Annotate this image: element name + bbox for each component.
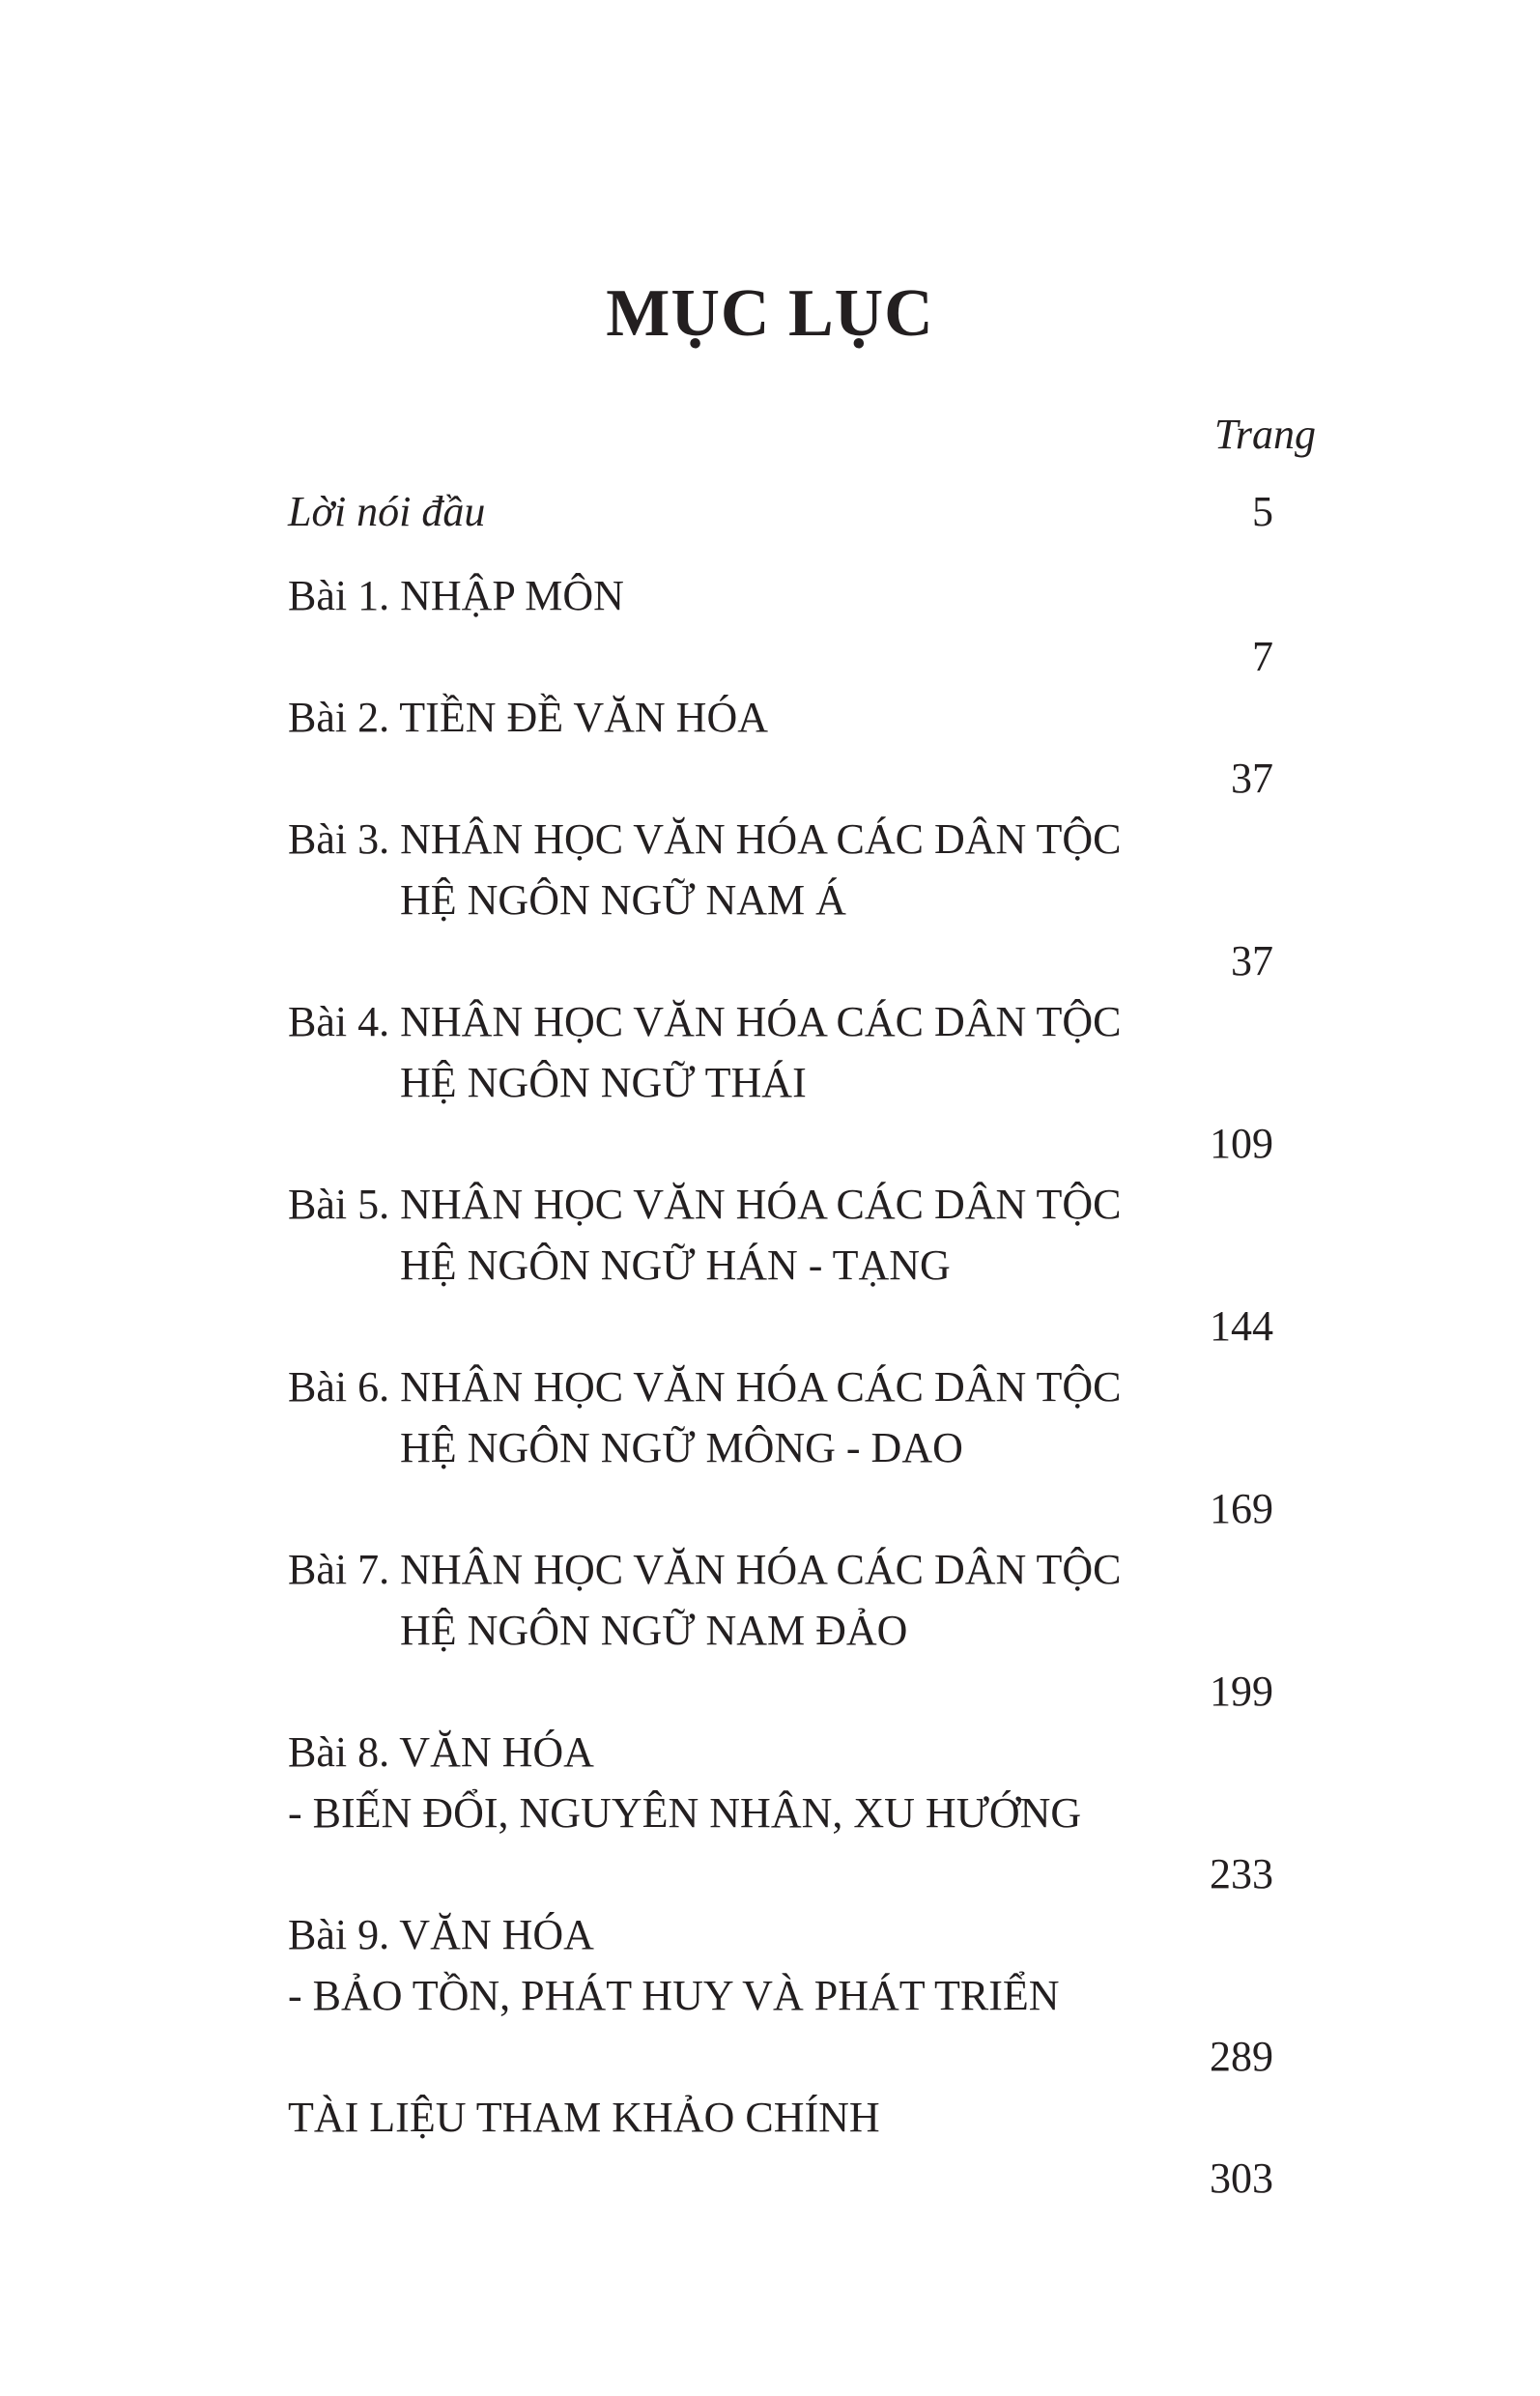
toc-entry-9-subtitle: - BẢO TỒN, PHÁT HUY VÀ PHÁT TRIỂN — [288, 1972, 1060, 2019]
toc-entry-9-title: Bài 9. VĂN HÓA — [288, 1911, 594, 1958]
toc-entry-3-subtitle: HỆ NGÔN NGỮ NAM Á — [400, 876, 846, 924]
toc-entry-5-page: 144 — [1210, 1302, 1273, 1350]
toc-entry-references-title: TÀI LIỆU THAM KHẢO CHÍNH — [288, 2094, 880, 2141]
toc-entry-6-subtitle: HỆ NGÔN NGỮ MÔNG - DAO — [400, 1424, 963, 1471]
toc-entry-2-title: Bài 2. TIỀN ĐỀ VĂN HÓA — [288, 694, 768, 741]
toc-entry-3-title: Bài 3. NHÂN HỌC VĂN HÓA CÁC DÂN TỘC — [288, 815, 1122, 863]
page-title: MỤC LỤC — [606, 276, 934, 351]
toc-entry-7-page: 199 — [1210, 1668, 1273, 1715]
toc-entry-9-page: 289 — [1210, 2033, 1273, 2080]
toc-entry-4-page: 109 — [1210, 1120, 1273, 1167]
toc-entry-5-subtitle: HỆ NGÔN NGỮ HÁN - TẠNG — [400, 1241, 951, 1289]
toc-entry-7-subtitle: HỆ NGÔN NGỮ NAM ĐẢO — [400, 1607, 908, 1654]
toc-entry-1-page: 7 — [1252, 633, 1273, 680]
toc-entry-8-page: 233 — [1210, 1850, 1273, 1897]
toc-entry-8-title: Bài 8. VĂN HÓA — [288, 1728, 594, 1776]
toc-entry-references-page: 303 — [1210, 2154, 1273, 2202]
toc-entry-3-page: 37 — [1231, 937, 1273, 984]
toc-entry-5-title: Bài 5. NHÂN HỌC VĂN HÓA CÁC DÂN TỘC — [288, 1181, 1122, 1228]
toc-entry-7-title: Bài 7. NHÂN HỌC VĂN HÓA CÁC DÂN TỘC — [288, 1546, 1122, 1593]
toc-entry-4-subtitle: HỆ NGÔN NGỮ THÁI — [400, 1059, 807, 1106]
toc-entry-6-page: 169 — [1210, 1485, 1273, 1532]
toc-entry-preface-title: Lời nói đầu — [288, 488, 486, 535]
toc-entry-4-title: Bài 4. NHÂN HỌC VĂN HÓA CÁC DÂN TỘC — [288, 998, 1122, 1045]
toc-entry-1-title: Bài 1. NHẬP MÔN — [288, 572, 624, 619]
toc-entry-preface-page: 5 — [1252, 488, 1273, 535]
toc-entry-8-subtitle: - BIẾN ĐỔI, NGUYÊN NHÂN, XU HƯỚNG — [288, 1789, 1082, 1837]
toc-entry-2-page: 37 — [1231, 755, 1273, 802]
toc-entry-6-title: Bài 6. NHÂN HỌC VĂN HÓA CÁC DÂN TỘC — [288, 1363, 1122, 1411]
page-column-header: Trang — [1213, 411, 1316, 458]
